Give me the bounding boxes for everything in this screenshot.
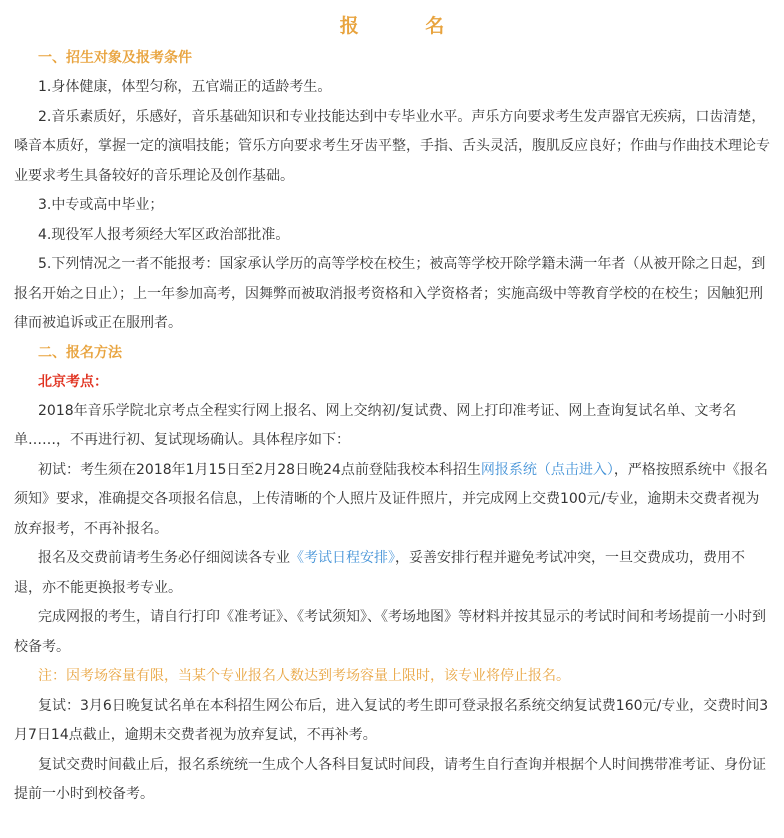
initial-test-text-b: ，严格按照系统中《报名须知》要求，准确提交各项报名信息，上传清晰的个人照片及证件照片，并完成网上交费100元/专业，逾期未交费者视为放弃报考，不再补报名。 [14,461,768,537]
eligibility-item-4: 4.现役军人报考须经大军区政治部批准。 [38,226,290,243]
eligibility-item-5: 5.下列情况之一者不能报考：国家承认学历的高等学校在校生；被高等学校开除学籍未满一年者（从被开除之日起，到报名开始之日止）；上一年参加高考，因舞弊而被取消报考资格和入学资格者；实施高级中等教育学校的在校生；因触犯刑律而被追诉或正在服刑者。 [14,256,766,331]
beijing-location-label: 北京考点： [38,373,108,390]
eligibility-item-3: 3.中专或高中毕业； [38,197,164,213]
fee-paragraph [14,544,770,603]
exam-schedule-link[interactable]: 《考试日程安排》 [290,550,395,566]
registration-system-link[interactable]: 网报系统（点击进入） [480,461,614,478]
retest-time-paragraph: 复试交费时间截止后，报名系统统一生成个人各科目复试时间段，请考生自行查询并根据个人时间携带准考证、身份证提前一小时到校备考。 [14,756,766,802]
print-paragraph: 完成网报的考生，请自行打印《准考证》、《考试须知》、《考场地图》等材料并按其显示的考试时间和考场提前一小时到校备考。 [14,609,766,655]
section-heading-eligibility: 一、招生对象及报考条件 [38,50,192,66]
initial-test-text-a: 初试：考生须在2018年1月15日至2月28日晚24点前登陆我校本科招生 [38,461,481,478]
eligibility-item-1: 1.身体健康，体型匀称，五官端正的适龄考生。 [38,79,332,95]
retest-paragraph: 复试：3月6日晚复试名单在本科招生网公布后，进入复试的考生即可登录报名系统交纳复试费160元/专业，交费时间3月7日14点截止，逾期未交费者视为放弃复试，不再补考。 [14,697,769,743]
page-title: 报 名 [339,15,475,37]
capacity-note: 注：因考场容量有限，当某个专业报名人数达到考场容量上限时，该专业将停止报名。 [38,668,570,684]
fee-text-b: ，妥善安排行程并避免考试冲突，一旦交费成功，费用不退，亦不能更换报考专业。 [14,550,745,596]
eligibility-item-2: 2.音乐素质好，乐感好，音乐基础知识和专业技能达到中专毕业水平。声乐方向要求考生发声器官无疾病，口齿清楚，嗓音本质好，掌握一定的演唱技能；管乐方向要求考生牙齿平整，手指、舌头灵活，腹肌反应良好；作曲与作曲技术理论专业要求考生具备较好的音乐理论及创作基础。 [14,108,770,184]
section-heading-method: 二、报名方法 [38,344,122,361]
initial-test-paragraph [14,456,770,545]
fee-text-a: 报名及交费前请考生务必仔细阅读各专业 [38,550,290,566]
method-intro: 2018年音乐学院北京考点全程实行网上报名、网上交纳初/复试费、网上打印准考证、网上查询复试名单、文考名单……，不再进行初、复试现场确认。具体程序如下： [14,402,737,448]
